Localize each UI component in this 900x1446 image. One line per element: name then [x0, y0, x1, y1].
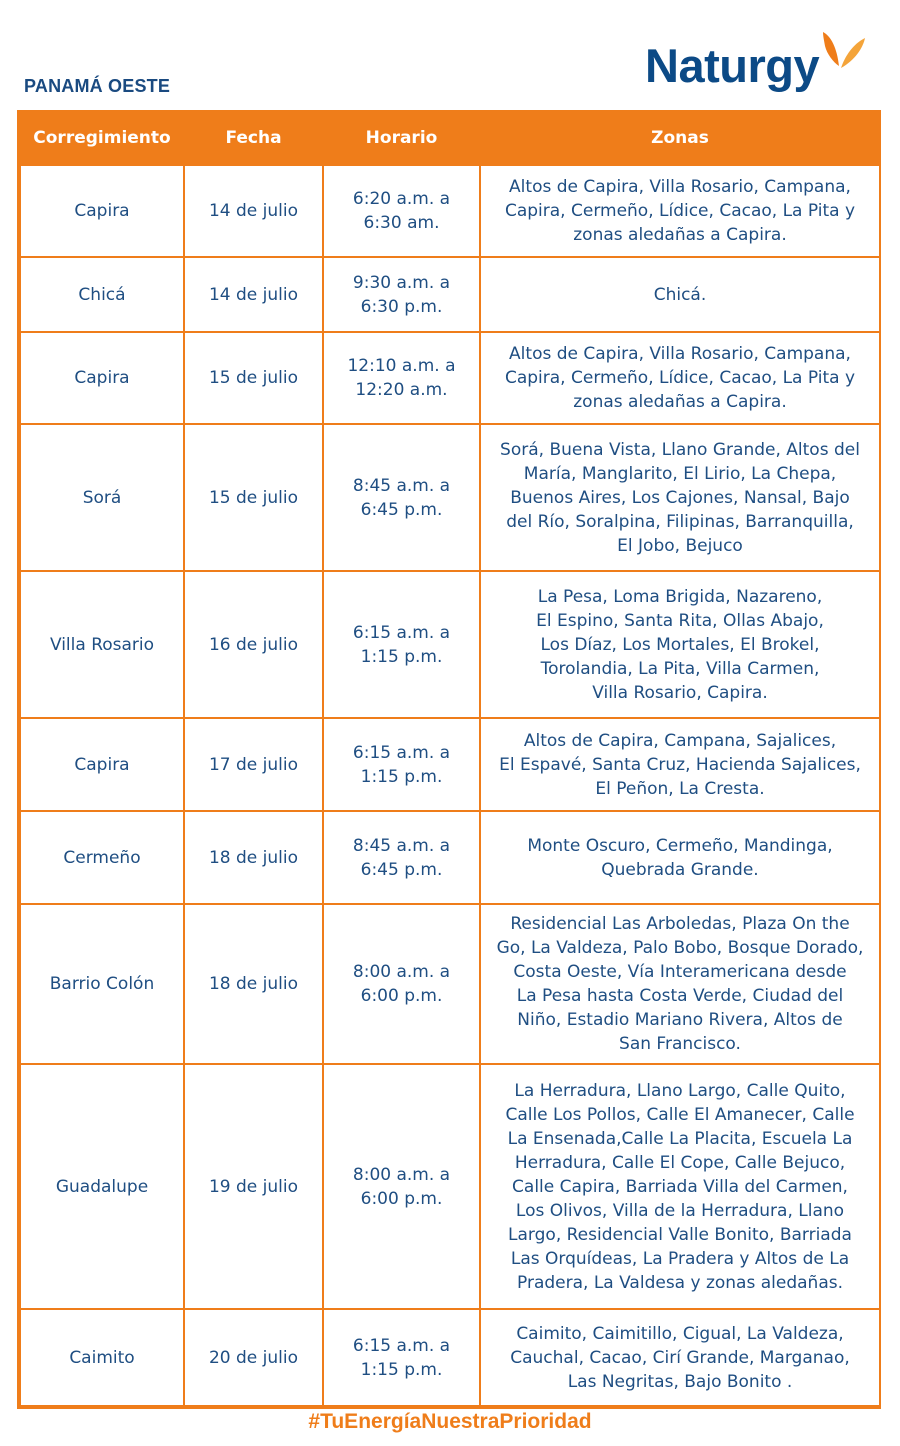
cell-fecha: 20 de julio: [184, 1309, 323, 1406]
cell-corregimiento: Barrio Colón: [20, 904, 184, 1064]
cell-corregimiento: Guadalupe: [20, 1064, 184, 1309]
cell-horario: 12:10 a.m. a 12:20 a.m.: [323, 332, 480, 424]
butterfly-icon: [817, 26, 867, 76]
cell-corregimiento: Cermeño: [20, 811, 184, 904]
cell-horario: 6:15 a.m. a 1:15 p.m.: [323, 571, 480, 718]
table-row: [20, 1309, 880, 1406]
cell-fecha: 18 de julio: [184, 904, 323, 1064]
cell-corregimiento: Villa Rosario: [20, 571, 184, 718]
cell-fecha: 15 de julio: [184, 332, 323, 424]
cell-zonas: Altos de Capira, Villa Rosario, Campana, Capira, Cermeño, Lídice, Cacao, La Pita y zonas aledañas a Capira.: [480, 332, 880, 424]
cell-zonas: La Herradura, Llano Largo, Calle Quito, Calle Los Pollos, Calle El Amanecer, Calle La Ensenada,Calle La Placita, Escuela La Herradura, Calle El Cope, Calle Bejuco, Calle Capira, Barriada Villa del Carmen, Los Olivos, Villa de la Herradura, Llano Largo, Residencial Valle Bonito, Barriada Las Orquídeas, La Pradera y Altos de La Pradera, La Valdesa y zonas aledañas.: [480, 1064, 880, 1309]
cell-horario: 6:20 a.m. a 6:30 am.: [323, 165, 480, 257]
table-row: [20, 165, 880, 257]
table-row: [20, 571, 880, 718]
column-header-fecha: Fecha: [184, 112, 323, 165]
cell-horario: 6:15 a.m. a 1:15 p.m.: [323, 1309, 480, 1406]
table-row: [20, 718, 880, 811]
table-row: [20, 424, 880, 571]
table-row: [20, 811, 880, 904]
cell-zonas: La Pesa, Loma Brigida, Nazareno, El Espino, Santa Rita, Ollas Abajo, Los Díaz, Los Mortales, El Brokel, Torolandia, La Pita, Villa Carmen, Villa Rosario, Capira.: [480, 571, 880, 718]
cell-zonas: Residencial Las Arboledas, Plaza On the Go, La Valdeza, Palo Bobo, Bosque Dorado, Costa Oeste, Vía Interamericana desde La Pesa hasta Costa Verde, Ciudad del Niño, Estadio Mariano Rivera, Altos de San Francisco.: [480, 904, 880, 1064]
table-row: [20, 904, 880, 1064]
cell-corregimiento: Capira: [20, 165, 184, 257]
column-header-corregimiento: Corregimiento: [20, 112, 184, 165]
brand-name: Naturgy: [645, 39, 820, 92]
cell-fecha: 14 de julio: [184, 257, 323, 332]
cell-fecha: 18 de julio: [184, 811, 323, 904]
cell-fecha: 14 de julio: [184, 165, 323, 257]
cell-corregimiento: Sorá: [20, 424, 184, 571]
cell-zonas: Sorá, Buena Vista, Llano Grande, Altos del María, Manglarito, El Lirio, La Chepa, Buenos Aires, Los Cajones, Nansal, Bajo del Río, Soralpina, Filipinas, Barranquilla, El Jobo, Bejuco: [480, 424, 880, 571]
cell-corregimiento: Capira: [20, 718, 184, 811]
cell-fecha: 15 de julio: [184, 424, 323, 571]
cell-horario: 8:00 a.m. a 6:00 p.m.: [323, 904, 480, 1064]
column-header-zonas: Zonas: [480, 112, 880, 165]
cell-zonas: Chicá.: [480, 257, 880, 332]
table-header-row: [20, 112, 880, 165]
campaign-hashtag: #TuEnergíaNuestraPrioridad: [308, 1410, 592, 1433]
cell-horario: 6:15 a.m. a 1:15 p.m.: [323, 718, 480, 811]
cell-horario: 8:45 a.m. a 6:45 p.m.: [323, 811, 480, 904]
table-row: [20, 332, 880, 424]
cell-corregimiento: Capira: [20, 332, 184, 424]
cell-fecha: 16 de julio: [184, 571, 323, 718]
cell-zonas: Altos de Capira, Villa Rosario, Campana, Capira, Cermeño, Lídice, Cacao, La Pita y zonas aledañas a Capira.: [480, 165, 880, 257]
schedule-table: [19, 112, 881, 1407]
table-row: [20, 1064, 880, 1309]
cell-zonas: Altos de Capira, Campana, Sajalices, El Espavé, Santa Cruz, Hacienda Sajalices, El Peñon, La Cresta.: [480, 718, 880, 811]
cell-horario: 8:00 a.m. a 6:00 p.m.: [323, 1064, 480, 1309]
schedule-table-frame: [17, 110, 881, 1409]
cell-horario: 9:30 a.m. a 6:30 p.m.: [323, 257, 480, 332]
cell-fecha: 17 de julio: [184, 718, 323, 811]
cell-corregimiento: Caimito: [20, 1309, 184, 1406]
cell-zonas: Monte Oscuro, Cermeño, Mandinga, Quebrada Grande.: [480, 811, 880, 904]
cell-zonas: Caimito, Caimitillo, Cigual, La Valdeza, Cauchal, Cacao, Cirí Grande, Marganao, Las Negritas, Bajo Bonito .: [480, 1309, 880, 1406]
cell-fecha: 19 de julio: [184, 1064, 323, 1309]
table-row: [20, 257, 880, 332]
cell-horario: 8:45 a.m. a 6:45 p.m.: [323, 424, 480, 571]
column-header-horario: Horario: [323, 112, 480, 165]
naturgy-logo: [645, 26, 867, 92]
cell-corregimiento: Chicá: [20, 257, 184, 332]
region-title: PANAMÁ OESTE: [24, 76, 171, 96]
